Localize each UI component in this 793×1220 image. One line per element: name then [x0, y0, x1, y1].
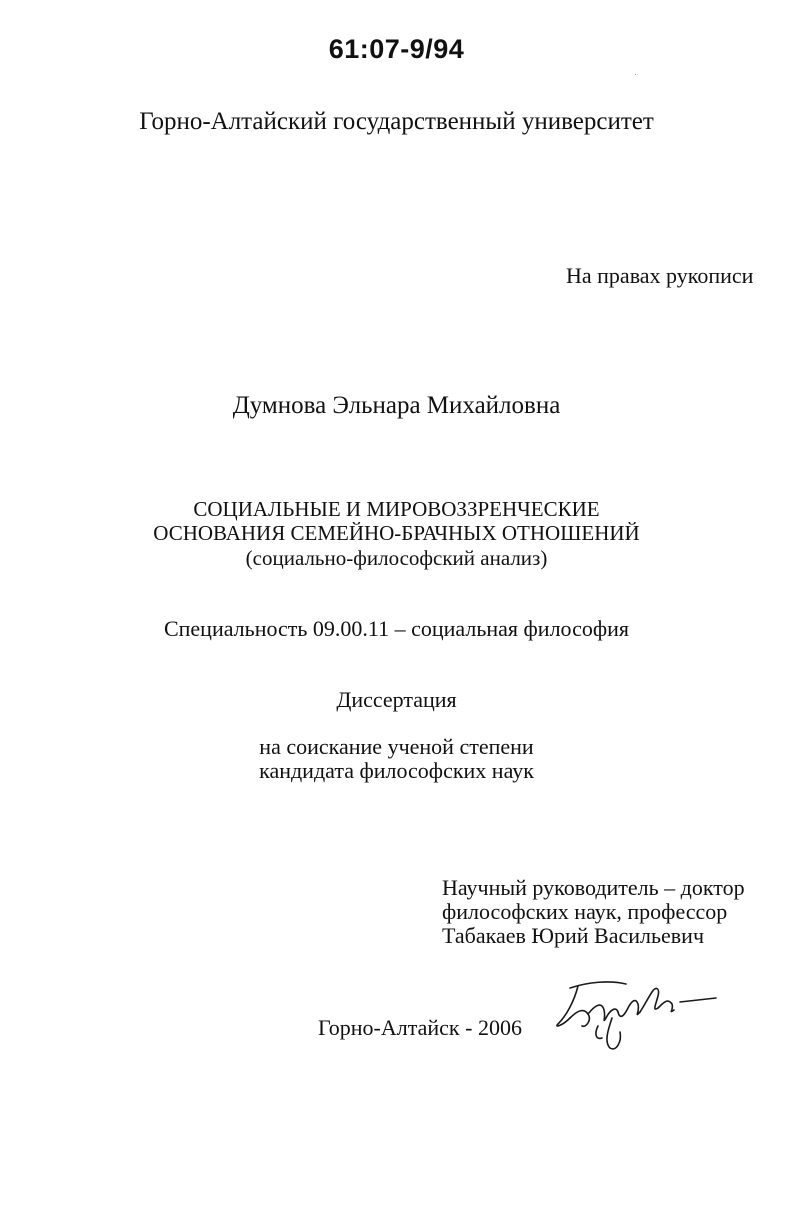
author-name: Думнова Эльнара Михайловна [232, 392, 561, 419]
degree-line-2: кандидата философских наук [259, 758, 534, 783]
degree-line-1: на соискание ученой степени [259, 734, 534, 759]
university-name: Горно-Алтайский государственный университет [139, 108, 654, 135]
title-line-2: ОСНОВАНИЯ СЕМЕЙНО-БРАЧНЫХ ОТНОШЕНИЙ [153, 521, 640, 545]
supervisor-line-2: философских наук, профессор [442, 899, 728, 924]
title-line-1: СОЦИАЛЬНЫЕ И МИРОВОЗЗРЕНЧЕСКИЕ [193, 497, 600, 521]
rights-note: На правах рукописи [566, 263, 754, 288]
specialty: Специальность 09.00.11 – социальная философия [163, 616, 630, 641]
supervisor-line-1: Научный руководитель – доктор [442, 875, 745, 900]
work-type: Диссертация [336, 687, 457, 712]
archive-stamp-number: 61:07-9/94 [328, 34, 465, 64]
place-year: Горно-Алтайск - 2006 [318, 1015, 522, 1040]
title-subtitle: (социально-философский анализ) [245, 546, 548, 570]
supervisor-line-3: Табакаев Юрий Васильевич [442, 923, 705, 948]
handwritten-signature [548, 968, 728, 1058]
scan-speck [635, 74, 636, 75]
